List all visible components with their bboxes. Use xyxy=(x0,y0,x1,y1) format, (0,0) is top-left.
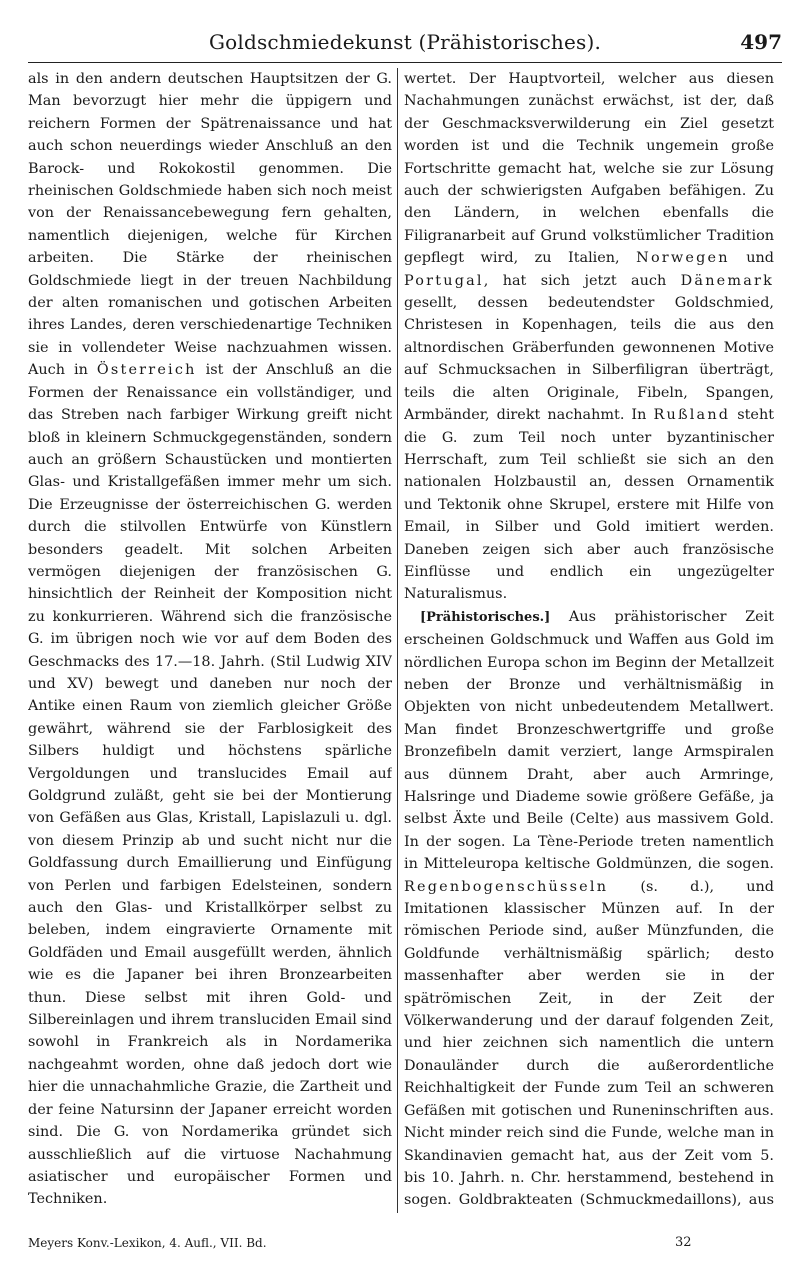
header-rule xyxy=(28,62,782,63)
text-run: Aus prähistorischer Zeit erscheinen Goldschmuck und Waffen aus Gold im nördlichen Europa schon im Beginn der Metallzeit neben der Bronze und verhältnismäßig in Objekten von nicht unbedeutendem Metallwert. Man findet Bronzeschwertgriffe und große Bronzefibeln damit verziert, lange Armspiralen aus dünnem Draht, aber auch Armringe, Halsringe und Diademe sowie größere Gefäße, ja selbst Äxte und Beile (Celte) aus massivem Gold. In der sogen. La Tène-Periode treten namentlich in Mitteleuropa keltische Goldmünzen, die sogen. xyxy=(404,608,774,873)
text-run: und xyxy=(746,250,774,267)
column-divider xyxy=(397,68,398,1213)
text-run: wertet. Der Hauptvorteil, welcher aus diesen Nachahmungen zunächst erwächst, ist der, daß der Geschmacksverwilderung ein Ziel gesetzt worden ist und die Technik ungemein große Fortschritte gemacht hat, welche sie zur Lösung auch der schwierigsten Aufgaben befähigen. Zu den Ländern, in welchen ebenfalls die Filigranarbeit auf Grund volkstümlicher Tradition gepflegt wird, zu Italien, xyxy=(404,71,774,267)
paragraph-german-styles xyxy=(28,68,392,1211)
right-column xyxy=(404,68,774,1213)
running-title: Goldschmiedekunst (Prähistorisches). xyxy=(208,30,602,54)
spaced-term: Rußland xyxy=(653,407,731,424)
paragraph-prehistoric xyxy=(404,606,774,1213)
page-number: 497 xyxy=(740,30,782,54)
footer-signature: 32 xyxy=(675,1235,692,1250)
spaced-term: Österreich xyxy=(96,362,197,379)
paragraph-filigree-countries xyxy=(404,68,774,606)
spaced-term: Portugal xyxy=(404,272,484,289)
text-run: , hat sich jetzt auch xyxy=(483,272,667,289)
spaced-term: Regenbogenschüsseln xyxy=(404,878,609,895)
text-run: steht die G. zum Teil noch unter byzantinischer Herrschaft, zum Teil schließt sie sich an den nationalen Holzbaustil an, dessen Ornamentik und Tektonik ohne Skrupel, erstere mit Hilfe von Email, in Silber und Gold imitiert werden. Daneben zeigen sich aber auch französische Einflüsse und endlich ein ungezügelter Naturalismus. xyxy=(404,407,774,603)
paragraph-england-italy xyxy=(28,1211,392,1213)
page-header xyxy=(28,30,782,62)
footer-source: Meyers Konv.-Lexikon, 4. Aufl., VII. Bd. xyxy=(28,1236,267,1250)
spaced-term: Norwegen xyxy=(636,250,730,267)
text-run: ist der Anschluß an die Formen der Renaissance ein vollständiger, und das Streben nach farbiger Wirkung greift nicht bloß in kleinern Schmuckgegenständen, sondern auch an größern Schaustücken und montierten Glas- und Kristallgefäßen immer mehr um sich. Die Erzeugnisse der österreichischen G. werden durch die stilvollen Entwürfe von Künstlern besonders geadelt. Mit solchen Arbeiten vermögen diejenigen der französischen G. hinsichtlich der Reinheit der Komposition nicht zu konkurrieren. Während sich die französische G. im übrigen noch wie vor auf dem Boden des Geschmacks des 17.—18. Jahrh. (Stil Ludwig XIV und XV) bewegt und daneben nur noch der Antike einen Raum von ziemlich gleicher Größe gewährt, während sie der Farblosigkeit des Silbers huldigt und höchstens spärliche Vergoldungen und translucides Email auf Goldgrund zuläßt, geht sie bei der Montierung von Gefäßen aus Glas, Kristall, Lapislazuli u. dgl. von diesem Prinzip ab und sucht nicht nur die Goldfassung durch Emaillierung und Einfügung von Perlen und farbigen Edelsteinen, sondern auch den Glas- und Kristallkörper selbst zu beleben, indem eingravierte Ornamente mit Goldfäden und Email ausgefüllt werden, ähnlich wie es die Japaner bei ihren Bronzearbeiten thun. Diese selbst mit ihren Gold- und Silbereinlagen und ihrem transluciden Email sind sowohl in Frankreich als in Nordamerika nachgeahmt worden, ohne daß jedoch dort wie hier die unnachahmliche Grazie, die Zartheit und der feine Natursinn der Japaner erreicht worden sind. Die G. von Nordamerika gründet sich ausschließlich auf die virtuose Nachahmung asiatischer und europäischer Formen und Techniken. xyxy=(28,362,392,1208)
text-run: (s. d.), und Imitationen klassischer Münzen auf. In der römischen Periode sind, außer Münzfunden, die Goldfunde verhältnismäßig spärlich; desto massenhafter aber werden sie in der spätrömischen Zeit, in der Zeit der Völkerwanderung und der darauf folgenden Zeit, und hier zeichnen sich namentlich die untern Donauländer durch die außerordentliche Reichhaltigkeit der Funde zum Teil an schweren Gefäßen mit gotischen und Runeninschriften aus. Nicht minder reich sind die Funde, welche man in Skandinavien gemacht hat, aus der Zeit vom 5. bis 10. Jahrh. n. Chr. herstammend, bestehend in sogen. Goldbrakteaten (Schmuckmedaillons), aus xyxy=(404,878,774,1209)
spaced-term: Dänemark xyxy=(680,272,774,289)
text-run: gesellt, dessen bedeutendster Goldschmied, Christesen in Kopenhagen, teils die aus den altnordischen Gräberfunden gewonnenen Motive auf Schmucksachen in Silberfiligran überträgt, teils die alten Originale, Fibeln, Spangen, Armbänder, direkt nachahmt. In xyxy=(404,295,774,424)
left-column xyxy=(28,68,392,1213)
section-heading: [Prähistorisches.] xyxy=(420,609,551,625)
text-run: als in den andern deutschen Hauptsitzen der G. Man bevorzugt hier mehr die üppigern und reichern Formen der Spätrenaissance und hat auch schon neuerdings wieder Anschluß an den Barock- und Rokokostil genommen. Die rheinischen Goldschmiede haben sich noch meist von der Renaissancebewegung fern gehalten, namentlich diejenigen, welche für Kirchen arbeiten. Die Stärke der rheinischen Goldschmiede liegt in der treuen Nachbildung der alten romanischen und gotischen Arbeiten ihres Landes, deren verschiedenartige Techniken sie in vollendeter Weise nachzuahmen wissen. Auch in xyxy=(28,71,392,379)
